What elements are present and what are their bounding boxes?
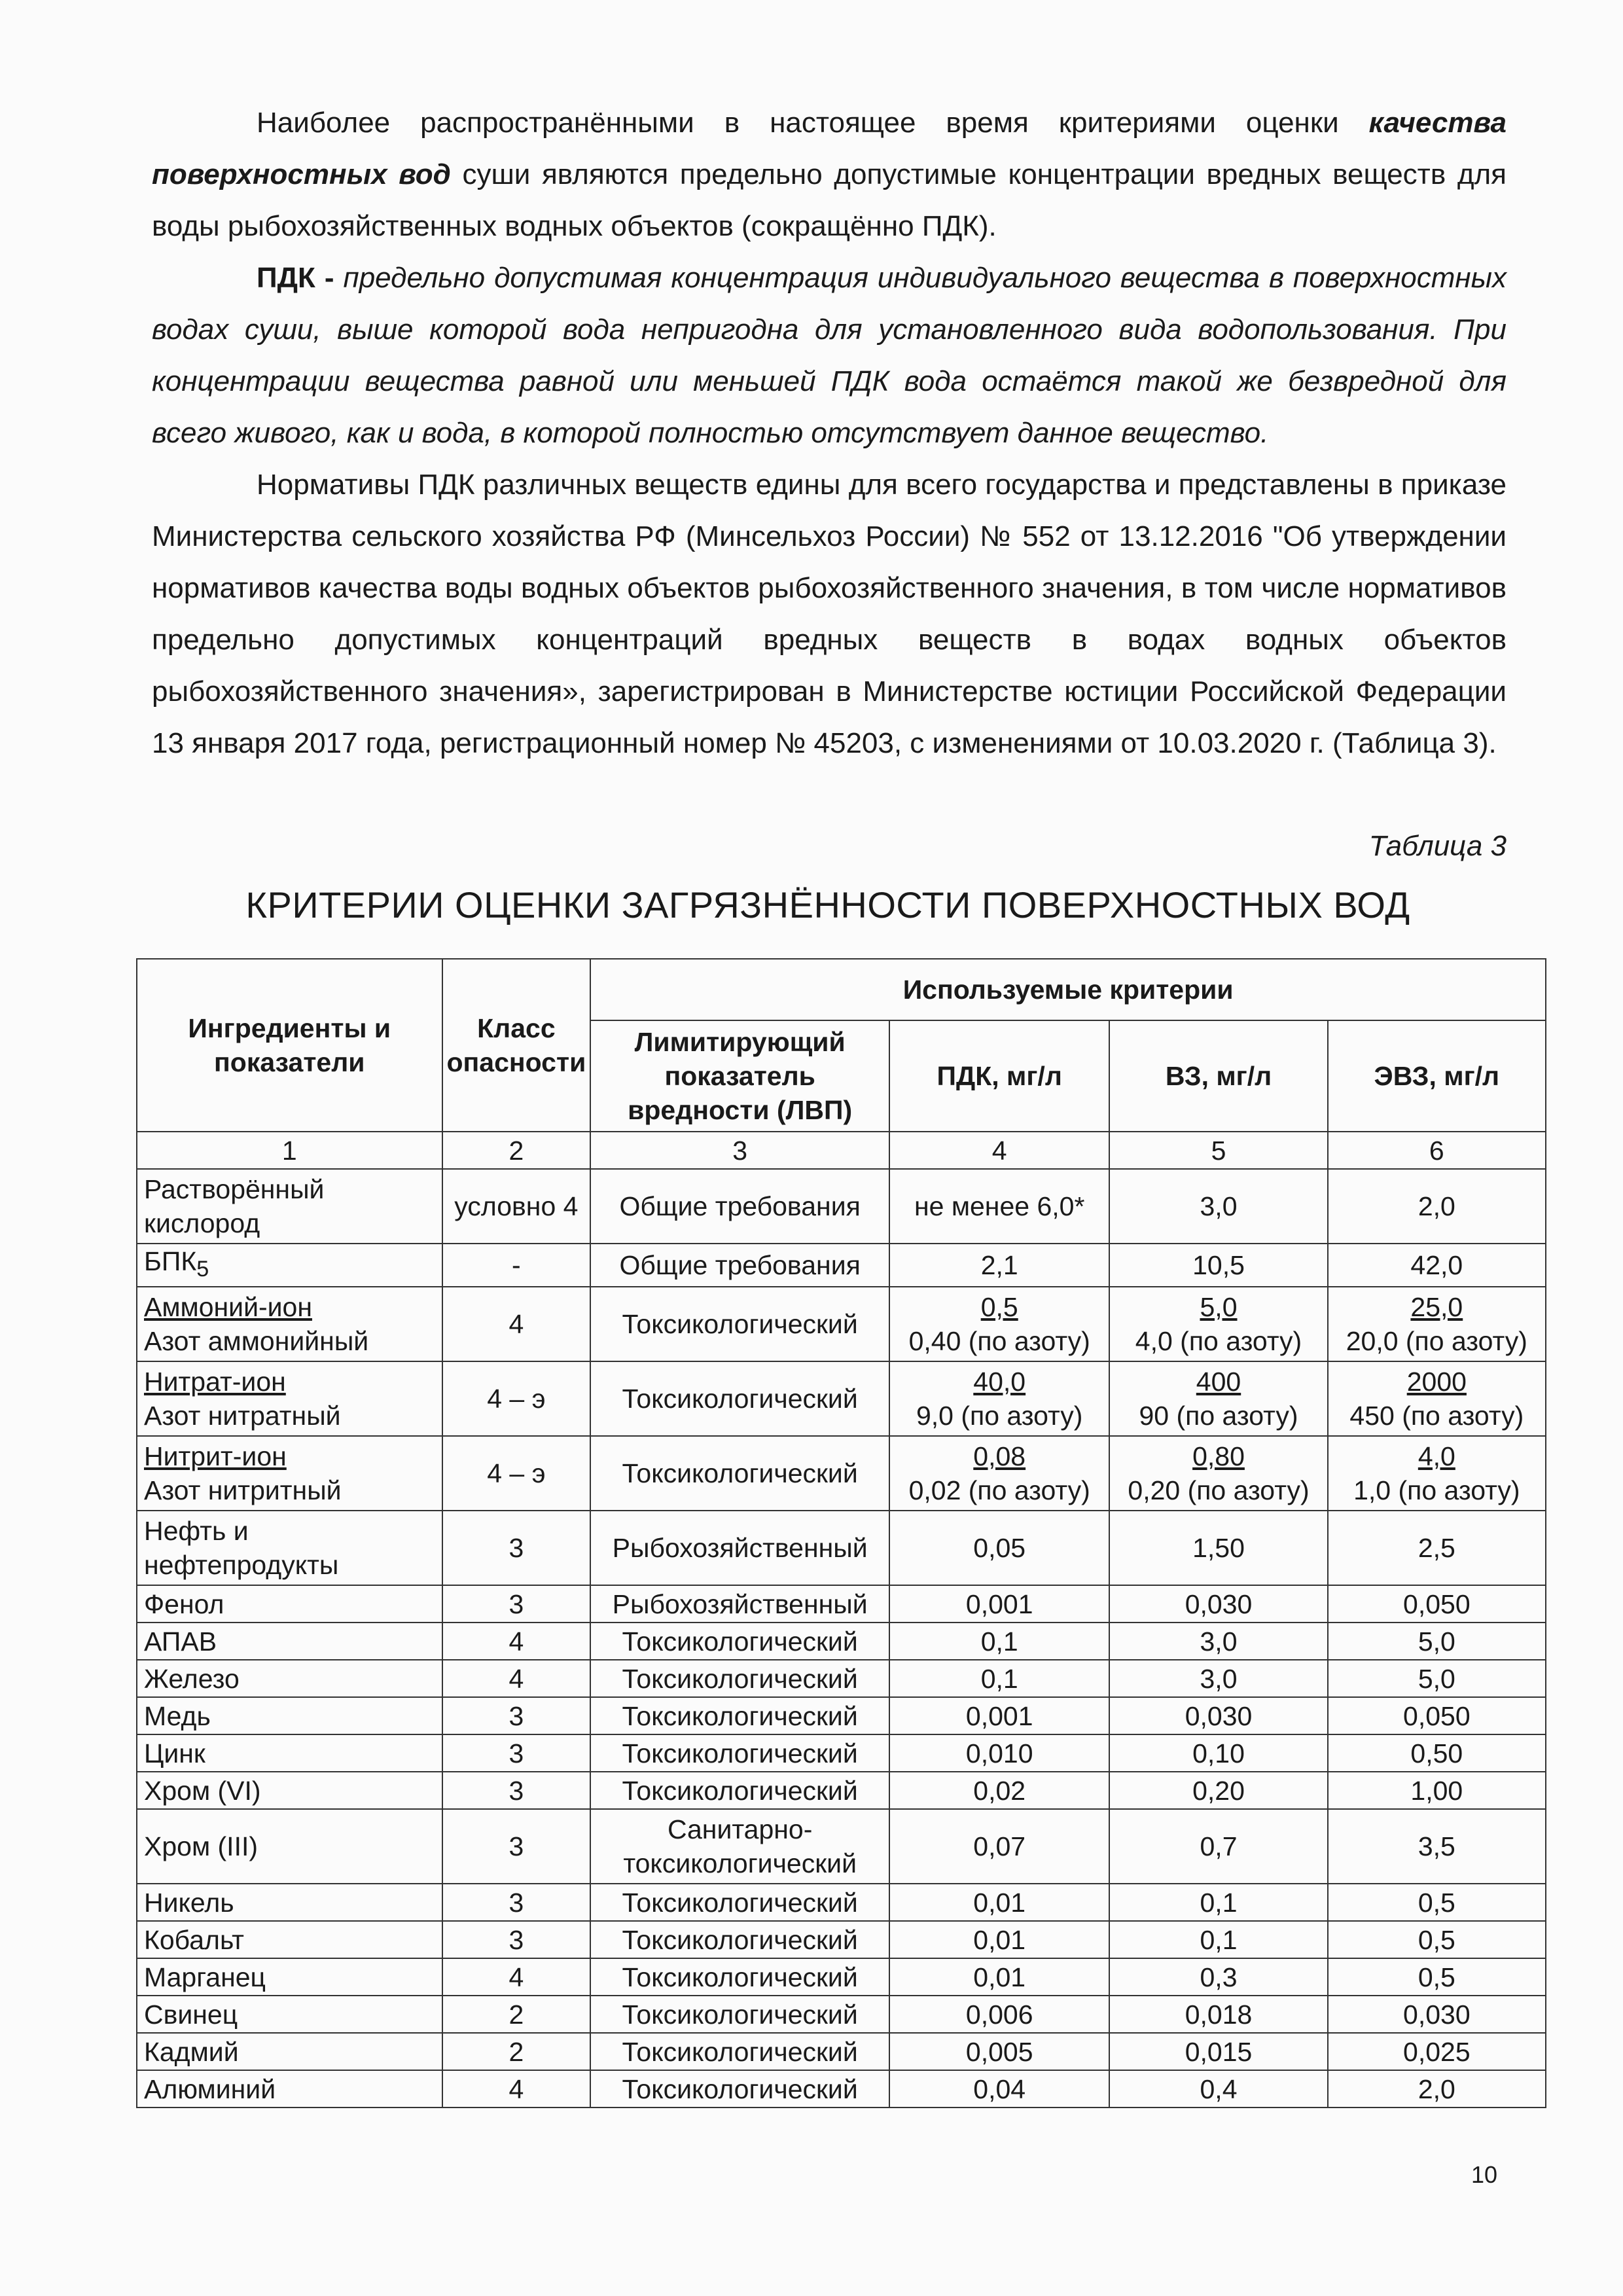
evz-cell: 0,050 xyxy=(1328,1697,1546,1734)
pdk-cell: 0,005 xyxy=(889,2033,1109,2070)
value-ion: 40,0 xyxy=(973,1367,1026,1397)
evz-cell: 0,50 xyxy=(1328,1734,1546,1772)
col-number: 1 xyxy=(137,1132,442,1169)
table-row xyxy=(137,1660,1546,1697)
pdk-cell xyxy=(889,1436,1109,1511)
lvp-cell: Токсикологический xyxy=(590,1884,889,1921)
hazard-class: 4 xyxy=(442,1287,591,1361)
regulation-paragraph: Нормативы ПДК различных веществ едины для всего государства и представлены в приказе Министерства сельского хозяйства РФ (Минсельхоз России) № 552 от 13.12.2016 "Об утверждении нормативов качества воды водных объектов рыбохозяйственного значения, в том числе нормативов предельно допустимых концентраций вредных веществ в водах водных объектов рыбохозяйственного значения», зарегистрирован в Министерстве юстиции Российской Федерации 13 января 2017 года, регистрационный номер № 45203, с изменениями от 10.03.2020 г. (Таблица 3). xyxy=(152,469,1507,759)
header-class: Класс опасности xyxy=(442,959,591,1132)
header-evz: ЭВЗ, мг/л xyxy=(1328,1020,1546,1132)
ingredient-name: АПАВ xyxy=(137,1623,442,1660)
lvp-cell: Санитарно-токсикологический xyxy=(590,1809,889,1884)
value-nitrogen: 20,0 (по азоту) xyxy=(1346,1326,1527,1357)
evz-cell: 1,00 xyxy=(1328,1772,1546,1809)
col-number: 5 xyxy=(1109,1132,1327,1169)
ingredient-name: Растворённый кислород xyxy=(137,1169,442,1244)
definition-paragraph xyxy=(152,252,1507,459)
table-row xyxy=(137,1734,1546,1772)
table-row xyxy=(137,1436,1546,1511)
value-ion: 25,0 xyxy=(1410,1292,1463,1323)
definition-text: предельно допустимая концентрация индивидуального вещества в поверхностных водах суши, выше которой вода непригодна для установленного вида водопользования. При концентрации вещества равной или меньшей ПДК вода остаётся такой же безвредной для всего живого, как и вода, в которой полностью отсутствует данное вещество. xyxy=(152,262,1507,449)
table-number: Таблица 3 xyxy=(1368,830,1507,862)
lvp-cell: Токсикологический xyxy=(590,1958,889,1996)
ingredient-name: Медь xyxy=(137,1697,442,1734)
value-nitrogen: 90 (по азоту) xyxy=(1139,1401,1298,1431)
table-row xyxy=(137,1511,1546,1585)
value-nitrogen: 0,40 (по азоту) xyxy=(908,1326,1090,1357)
value-ion: 4,0 xyxy=(1418,1441,1455,1472)
vz-cell: 0,015 xyxy=(1109,2033,1327,2070)
lvp-cell: Токсикологический xyxy=(590,1697,889,1734)
lvp-cell: Токсикологический xyxy=(590,1660,889,1697)
ingredient-ion: Аммоний-ион xyxy=(144,1292,312,1323)
col-number: 3 xyxy=(590,1132,889,1169)
hazard-class: 3 xyxy=(442,1809,591,1884)
hazard-class: 3 xyxy=(442,1884,591,1921)
vz-cell: 3,0 xyxy=(1109,1623,1327,1660)
hazard-class: 3 xyxy=(442,1697,591,1734)
ingredient-name: Хром (III) xyxy=(137,1809,442,1884)
vz-cell: 0,018 xyxy=(1109,1996,1327,2033)
pdk-cell: 0,006 xyxy=(889,1996,1109,2033)
evz-cell: 2,0 xyxy=(1328,1169,1546,1244)
value-ion: 0,08 xyxy=(973,1441,1026,1472)
hazard-class: 3 xyxy=(442,1511,591,1585)
pdk-cell: 0,04 xyxy=(889,2070,1109,2108)
pdk-cell: 0,01 xyxy=(889,1921,1109,1958)
lvp-cell: Токсикологический xyxy=(590,2070,889,2108)
pdk-cell xyxy=(889,1361,1109,1436)
lvp-cell: Токсикологический xyxy=(590,2033,889,2070)
ingredient-name xyxy=(137,1436,442,1511)
lvp-cell: Токсикологический xyxy=(590,1436,889,1511)
bpk-subscript: 5 xyxy=(196,1257,209,1282)
col-number: 2 xyxy=(442,1132,591,1169)
vz-cell: 10,5 xyxy=(1109,1244,1327,1287)
ingredient-name xyxy=(137,1244,442,1287)
hazard-class: 4 xyxy=(442,1623,591,1660)
ingredient-name: Железо xyxy=(137,1660,442,1697)
evz-cell: 0,5 xyxy=(1328,1884,1546,1921)
hazard-class: 3 xyxy=(442,1921,591,1958)
vz-cell: 0,1 xyxy=(1109,1884,1327,1921)
value-ion: 2000 xyxy=(1406,1367,1467,1397)
header-criteria: Используемые критерии xyxy=(590,959,1546,1020)
lvp-cell: Токсикологический xyxy=(590,1996,889,2033)
vz-cell: 0,10 xyxy=(1109,1734,1327,1772)
evz-cell: 5,0 xyxy=(1328,1623,1546,1660)
pdk-cell: 0,07 xyxy=(889,1809,1109,1884)
evz-cell: 3,5 xyxy=(1328,1809,1546,1884)
table-row xyxy=(137,1697,1546,1734)
hazard-class: 4 – э xyxy=(442,1361,591,1436)
header-vz: ВЗ, мг/л xyxy=(1109,1020,1327,1132)
header-lvp: Лимитирующий показатель вредности (ЛВП) xyxy=(590,1020,889,1132)
hazard-class: 3 xyxy=(442,1734,591,1772)
pdk-cell: 0,01 xyxy=(889,1884,1109,1921)
col-number: 4 xyxy=(889,1132,1109,1169)
table-row xyxy=(137,1996,1546,2033)
ingredient-name: Никель xyxy=(137,1884,442,1921)
pdk-cell: 0,1 xyxy=(889,1660,1109,1697)
hazard-class: 4 xyxy=(442,1958,591,1996)
ingredient-name: Фенол xyxy=(137,1585,442,1623)
evz-cell: 0,050 xyxy=(1328,1585,1546,1623)
table-row xyxy=(137,2033,1546,2070)
table-row xyxy=(137,1809,1546,1884)
value-nitrogen: 450 (по азоту) xyxy=(1349,1401,1524,1431)
pdk-cell: 2,1 xyxy=(889,1244,1109,1287)
hazard-class: 3 xyxy=(442,1772,591,1809)
criteria-table xyxy=(136,958,1546,2108)
ingredient-nitrogen: Азот нитритный xyxy=(144,1475,342,1506)
pdk-cell: 0,05 xyxy=(889,1511,1109,1585)
ingredient-name xyxy=(137,1287,442,1361)
table-row xyxy=(137,2070,1546,2108)
table-row xyxy=(137,1772,1546,1809)
hazard-class: 4 xyxy=(442,1660,591,1697)
ingredient-name xyxy=(137,1361,442,1436)
lvp-cell: Токсикологический xyxy=(590,1772,889,1809)
hazard-class: условно 4 xyxy=(442,1169,591,1244)
ingredient-ion: Нитрат-ион xyxy=(144,1367,286,1397)
vz-cell: 0,20 xyxy=(1109,1772,1327,1809)
value-ion: 0,80 xyxy=(1192,1441,1245,1472)
evz-cell: 5,0 xyxy=(1328,1660,1546,1697)
ingredient-name: Марганец xyxy=(137,1958,442,1996)
lvp-cell: Токсикологический xyxy=(590,1361,889,1436)
value-ion: 5,0 xyxy=(1200,1292,1238,1323)
value-nitrogen: 4,0 (по азоту) xyxy=(1135,1326,1302,1357)
vz-cell: 1,50 xyxy=(1109,1511,1327,1585)
pdk-cell: 0,01 xyxy=(889,1958,1109,1996)
evz-cell: 0,5 xyxy=(1328,1958,1546,1996)
pdk-cell xyxy=(889,1287,1109,1361)
intro-emphasis: качества поверхностных вод xyxy=(152,107,1507,190)
vz-cell xyxy=(1109,1436,1327,1511)
column-numbers-row xyxy=(137,1132,1546,1169)
vz-cell: 0,7 xyxy=(1109,1809,1327,1884)
ingredient-name: Цинк xyxy=(137,1734,442,1772)
col-number: 6 xyxy=(1328,1132,1546,1169)
evz-cell: 0,025 xyxy=(1328,2033,1546,2070)
evz-cell: 0,5 xyxy=(1328,1921,1546,1958)
ingredient-nitrogen: Азот аммонийный xyxy=(144,1326,369,1357)
hazard-class: 4 xyxy=(442,2070,591,2108)
table-row xyxy=(137,1623,1546,1660)
pdk-cell: не менее 6,0* xyxy=(889,1169,1109,1244)
value-ion: 0,5 xyxy=(980,1292,1018,1323)
table-row xyxy=(137,1921,1546,1958)
vz-cell: 0,030 xyxy=(1109,1697,1327,1734)
evz-cell: 42,0 xyxy=(1328,1244,1546,1287)
lvp-cell: Рыбохозяйственный xyxy=(590,1585,889,1623)
evz-cell: 0,030 xyxy=(1328,1996,1546,2033)
hazard-class: 2 xyxy=(442,1996,591,2033)
pdk-cell: 0,001 xyxy=(889,1697,1109,1734)
page-number: 10 xyxy=(1471,2161,1498,2188)
intro-text-start: Наиболее распространёнными в настоящее время критериями оценки xyxy=(257,107,1369,139)
value-nitrogen: 9,0 (по азоту) xyxy=(916,1401,1083,1431)
vz-cell xyxy=(1109,1287,1327,1361)
ingredient-name: Кобальт xyxy=(137,1921,442,1958)
ingredient-name: Нефть и нефтепродукты xyxy=(137,1511,442,1585)
hazard-class: 2 xyxy=(442,2033,591,2070)
ingredient-name: Алюминий xyxy=(137,2070,442,2108)
table-row xyxy=(137,1169,1546,1244)
table-row xyxy=(137,1361,1546,1436)
value-ion: 400 xyxy=(1196,1367,1241,1397)
value-nitrogen: 0,20 (по азоту) xyxy=(1128,1475,1310,1506)
ingredient-name: Кадмий xyxy=(137,2033,442,2070)
lvp-cell: Токсикологический xyxy=(590,1734,889,1772)
definition-term: ПДК - xyxy=(257,262,334,294)
evz-cell xyxy=(1328,1436,1546,1511)
vz-cell: 0,3 xyxy=(1109,1958,1327,1996)
header-ingredients: Ингредиенты и показатели xyxy=(137,959,442,1132)
pdk-cell: 0,02 xyxy=(889,1772,1109,1809)
lvp-cell: Общие требования xyxy=(590,1169,889,1244)
lvp-cell: Общие требования xyxy=(590,1244,889,1287)
evz-cell: 2,0 xyxy=(1328,2070,1546,2108)
ingredient-ion: Нитрит-ион xyxy=(144,1441,287,1472)
evz-cell xyxy=(1328,1287,1546,1361)
intro-text-end: суши являются предельно допустимые концентрации вредных веществ для воды рыбохозяйственных водных объектов (сокращённо ПДК). xyxy=(152,158,1507,242)
value-nitrogen: 1,0 (по азоту) xyxy=(1353,1475,1520,1506)
pdk-cell: 0,010 xyxy=(889,1734,1109,1772)
lvp-cell: Токсикологический xyxy=(590,1921,889,1958)
table-row xyxy=(137,1287,1546,1361)
bpk-label: БПК xyxy=(144,1246,197,1276)
table-row xyxy=(137,1244,1546,1287)
vz-cell: 3,0 xyxy=(1109,1169,1327,1244)
intro-paragraph xyxy=(152,97,1507,252)
lvp-cell: Токсикологический xyxy=(590,1623,889,1660)
table-title: КРИТЕРИИ ОЦЕНКИ ЗАГРЯЗНЁННОСТИ ПОВЕРХНОСТНЫХ ВОД xyxy=(245,884,1410,925)
ingredient-name: Хром (VI) xyxy=(137,1772,442,1809)
table-row xyxy=(137,1884,1546,1921)
hazard-class: - xyxy=(442,1244,591,1287)
vz-cell: 0,030 xyxy=(1109,1585,1327,1623)
header-pdk: ПДК, мг/л xyxy=(889,1020,1109,1132)
vz-cell xyxy=(1109,1361,1327,1436)
evz-cell: 2,5 xyxy=(1328,1511,1546,1585)
vz-cell: 0,1 xyxy=(1109,1921,1327,1958)
pdk-cell: 0,1 xyxy=(889,1623,1109,1660)
ingredient-name: Свинец xyxy=(137,1996,442,2033)
value-nitrogen: 0,02 (по азоту) xyxy=(908,1475,1090,1506)
pdk-cell: 0,001 xyxy=(889,1585,1109,1623)
lvp-cell: Токсикологический xyxy=(590,1287,889,1361)
ingredient-nitrogen: Азот нитратный xyxy=(144,1401,341,1431)
vz-cell: 3,0 xyxy=(1109,1660,1327,1697)
evz-cell xyxy=(1328,1361,1546,1436)
table-row xyxy=(137,1585,1546,1623)
lvp-cell: Рыбохозяйственный xyxy=(590,1511,889,1585)
hazard-class: 3 xyxy=(442,1585,591,1623)
vz-cell: 0,4 xyxy=(1109,2070,1327,2108)
hazard-class: 4 – э xyxy=(442,1436,591,1511)
table-row xyxy=(137,1958,1546,1996)
